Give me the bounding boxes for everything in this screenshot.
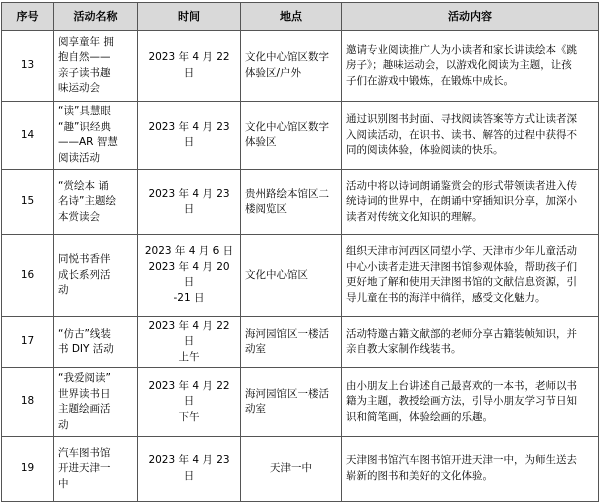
cell-content-line: 组织天津市河西区同望小学、天津市少年儿童活动 <box>346 245 577 258</box>
cell-name-line: 味运动会 <box>58 82 100 95</box>
cell-time <box>138 368 241 436</box>
header-name: 活动名称 <box>54 3 138 31</box>
cell-name-line: 中 <box>58 477 69 490</box>
cell-content-line: 识和简笔画，体验绘画的乐趣。 <box>346 410 493 423</box>
cell-name-line: 同悦书香伴 <box>58 253 111 266</box>
cell-place-line: 文化中心馆区数字 <box>245 120 329 133</box>
cell-time <box>138 31 241 102</box>
cell-content <box>342 170 599 235</box>
cell-name-line: 动 <box>58 418 69 431</box>
cell-name-line: 抱自然—— <box>58 51 111 64</box>
table-row <box>2 170 599 235</box>
cell-content-line: 更好地了解和使用天津图书馆的文献信息资源，引 <box>346 276 577 289</box>
cell-content-line: 中心小读者走进天津图书馆参观体验，帮助孩子们 <box>346 260 577 273</box>
cell-name-line: 成长系列活 <box>58 268 111 281</box>
cell-content-line: 活动特邀古籍文献部的老师分享古籍装帧知识，并 <box>346 327 577 340</box>
cell-content-line: 统诗词的世界中，在朗诵中穿插知识分享，加深小 <box>346 195 577 208</box>
cell-index: 18 <box>2 368 54 436</box>
cell-content-line: 天津图书馆汽车图书馆开进天津一中，为师生送去 <box>346 454 577 467</box>
cell-place-line: 天津一中 <box>270 462 312 475</box>
cell-content-line: 房子》；趣味运动会，以游戏化阅读为主题，让孩 <box>346 59 572 72</box>
cell-content-line: 同的阅读体验，体验阅读的快乐。 <box>346 144 504 157</box>
cell-place-line: 文化中心馆区 <box>245 268 308 281</box>
cell-time <box>138 235 241 316</box>
cell-place <box>241 170 342 235</box>
cell-name <box>54 101 138 169</box>
table-row <box>2 31 599 102</box>
cell-place <box>241 235 342 316</box>
cell-time-line: 2023 年 4 月 20 日 <box>148 260 230 289</box>
cell-name-line: ——AR 智慧 <box>58 136 118 149</box>
cell-name-line: “赏绘本 诵 <box>58 179 109 192</box>
cell-name-line: 本赏读会 <box>58 210 100 223</box>
cell-name-line: 书 DIY 活动 <box>58 343 114 356</box>
table-row <box>2 436 599 501</box>
cell-name-line: “我爱阅读” <box>58 372 111 385</box>
cell-index: 15 <box>2 170 54 235</box>
cell-name-line: 阅享童年 拥 <box>58 35 114 48</box>
cell-name-line: 动 <box>58 284 69 297</box>
cell-time-line: -21 日 <box>173 291 205 304</box>
cell-time-line: 2023 年 4 月 23 日 <box>148 454 230 482</box>
cell-name <box>54 316 138 368</box>
cell-content <box>342 31 599 102</box>
cell-place-line: 动室 <box>245 403 266 416</box>
cell-name <box>54 31 138 102</box>
cell-time-line: 2023 年 4 月 23 日 <box>148 187 230 216</box>
cell-place-line: 海河园馆区一楼活 <box>245 327 329 340</box>
cell-index: 14 <box>2 101 54 169</box>
cell-place-line: 楼阅览区 <box>245 203 287 216</box>
cell-name <box>54 368 138 436</box>
cell-content-line: 籍为主题，教授绘画方法，引导小朋友学习节日知 <box>346 395 577 408</box>
cell-time <box>138 316 241 368</box>
cell-content <box>342 235 599 316</box>
header-content: 活动内容 <box>342 3 599 31</box>
cell-index: 17 <box>2 316 54 368</box>
cell-time <box>138 170 241 235</box>
cell-time-line: 上午 <box>178 350 200 363</box>
header-time: 时间 <box>138 3 241 31</box>
cell-name-line: 汽车图书馆 <box>58 446 111 459</box>
cell-time-line: 2023 年 4 月 23 日 <box>148 120 230 149</box>
cell-place <box>241 316 342 368</box>
cell-time <box>138 101 241 169</box>
header-place: 地点 <box>241 3 342 31</box>
cell-name-line: 阅读活动 <box>58 151 100 164</box>
cell-content-line: 入阅读活动，在识书、读书、解答的过程中获得不 <box>346 128 577 141</box>
cell-time-line: 下午 <box>178 410 200 423</box>
header-index: 序号 <box>2 3 54 31</box>
cell-time-line: 2023 年 4 月 22 日 <box>148 51 230 79</box>
cell-name <box>54 170 138 235</box>
cell-name-line: 主题绘画活 <box>58 403 111 416</box>
cell-name <box>54 436 138 501</box>
events-table <box>1 2 599 502</box>
cell-content-line: 崭新的图书和美好的文化体验。 <box>346 469 493 482</box>
cell-content-line: 由小朋友上台讲述自己最喜欢的一本书，老师以书 <box>346 379 577 392</box>
cell-content <box>342 316 599 368</box>
cell-time-line: 2023 年 4 月 22 日 <box>148 379 230 408</box>
header-row <box>2 3 599 31</box>
cell-time-line: 2023 年 4 月 6 日 <box>144 245 234 258</box>
cell-index: 19 <box>2 436 54 501</box>
cell-place-line: 海河园馆区一楼活 <box>245 387 329 400</box>
cell-content-line: 导儿童在书的海洋中徜徉，感受文化魅力。 <box>346 291 546 304</box>
table-row <box>2 235 599 316</box>
cell-name-line: 世界读书日 <box>58 387 111 400</box>
cell-name-line: 名诗”主题绘 <box>58 195 116 208</box>
table-row <box>2 368 599 436</box>
cell-place <box>241 368 342 436</box>
cell-name-line: 开进天津一 <box>58 462 111 475</box>
cell-content-line: 活动中将以诗词朗诵鉴赏会的形式带领读者进入传 <box>346 179 577 192</box>
cell-place <box>241 436 342 501</box>
cell-name-line: “读”具慧眼 <box>58 105 111 118</box>
cell-name-line: “趣”识经典 <box>58 120 111 133</box>
cell-content <box>342 436 599 501</box>
cell-place-line: 贵州路绘本馆区二 <box>245 187 329 200</box>
cell-place <box>241 101 342 169</box>
cell-place-line: 体验区 <box>245 136 277 149</box>
cell-place-line: 动室 <box>245 343 266 356</box>
cell-place <box>241 31 342 102</box>
cell-content-line: 通过识别图书封面、寻找阅读答案等方式让读者深 <box>346 113 577 126</box>
cell-place-line: 文化中心馆区数字 <box>245 51 329 64</box>
cell-content <box>342 101 599 169</box>
cell-content-line: 子们在游戏中锻炼，在锻炼中成长。 <box>346 74 514 87</box>
cell-index: 13 <box>2 31 54 102</box>
table-row <box>2 316 599 368</box>
cell-index: 16 <box>2 235 54 316</box>
table-row <box>2 101 599 169</box>
cell-name-line: 亲子读书趣 <box>58 66 111 79</box>
cell-content-line: 读者对传统文化知识的理解。 <box>346 210 483 223</box>
cell-time-line: 2023 年 4 月 22 日 <box>148 319 230 348</box>
cell-content-line: 亲自教大家制作线装书。 <box>346 343 462 356</box>
cell-place-line: 体验区/户外 <box>245 66 302 79</box>
cell-name-line: “仿古”线装 <box>58 327 111 340</box>
cell-content <box>342 368 599 436</box>
cell-content-line: 邀请专业阅读推广人为小读者和家长讲读绘本《跳 <box>346 43 577 56</box>
cell-name <box>54 235 138 316</box>
cell-time <box>138 436 241 501</box>
